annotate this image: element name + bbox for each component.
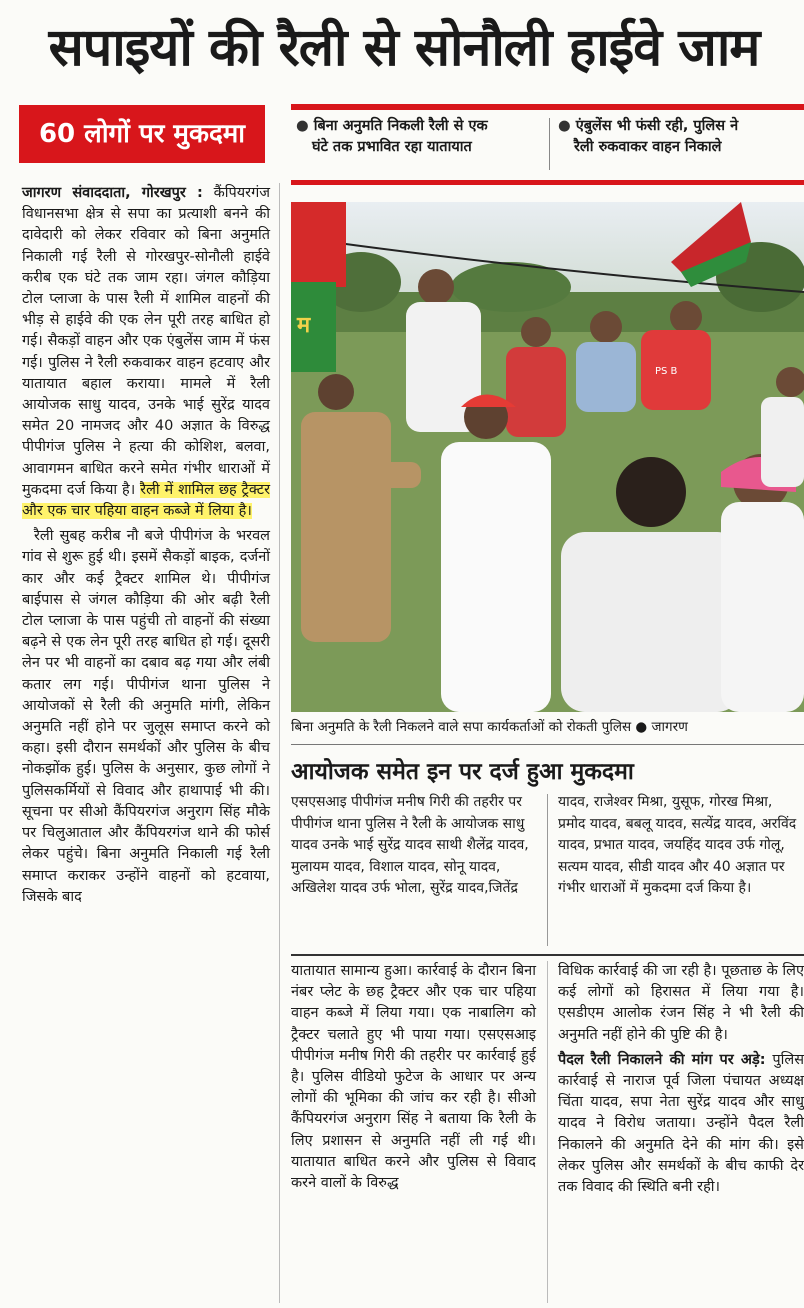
col3-lead: पैदल रैली निकालने की मांग पर अड़े:: [558, 1051, 766, 1068]
subheadline-box: 60 लोगों पर मुकदमा: [19, 105, 265, 163]
news-photo: [291, 202, 804, 712]
bullet-icon: ●: [558, 118, 571, 134]
highlighted-sentence: रैली में शामिल छह ट्रैक्टर और एक चार पहिया वाहन कब्जे में लिया है।: [22, 481, 270, 520]
bullet-icon: ●: [296, 118, 309, 134]
col1-paragraph-2: रैली सुबह करीब नौ बजे पीपीगंज के भरवल गांव से शुरू हुई थी। इसमें सैकड़ों बाइक, दर्जनों कार और कई ट्रैक्टर शामिल थे। पीपीगंज बाईपास से जंगल कौड़िया की ओर बढ़ी रैली टोल प्लाजा के पास पहुंची तो वाहनों की संख्या बढ़ने से एक लेन पूरी तरह बाधित हो गई। दूसरी लेन पर भी वाहनों का दबाव बढ़ गया और लंबी कतार लग गई। पीपीगंज थाना पुलिस ने आयोजकों से रैली की अनुमति मांगी, लेकिन अनुमति नहीं होने पर जुलूस समाप्त करने को कहा। इसी दौरान समर्थकों और पुलिस के बीच नोकझोंक हुई। पुलिस के अनुसार, कुछ लोगों ने पुलिसकर्मियों से विवाद और हाथापाई भी की। सूचना पर सीओ कैंपियरगंज अनुराग सिंह मौके पर चिलुआताल और कैंपियरगंज थाने की फोर्स लेकर पहुंचे। बिना अनुमति निकाली गई रैली समाप्त कराकर उन्होंने वाहनों को हटवाया, जिसके बाद: [22, 528, 270, 905]
highlight-1-line1: बिना अनुमति निकली रैली से एक: [313, 118, 488, 134]
col3-paragraph-1: विधिक कार्रवाई की जा रही है। पूछताछ के लिए कई लोगों को हिरासत में लिया गया है। एसडीएम आलोक रंजन सिंह ने भी रैली की अनुमति नहीं होने की पुष्टि की है।: [558, 963, 804, 1043]
photo-caption: बिना अनुमति के रैली निकलने वाले सपा कार्यकर्ताओं को रोकती पुलिस ● जागरण: [291, 719, 688, 735]
box-left-text: एसएसआइ पीपीगंज मनीष गिरी की तहरीर पर पीपीगंज थाना पुलिस ने रैली के आयोजक साधु यादव उनके भाई सुरेंद्र यादव साथी शैलेंद्र यादव, मुलायम यादव, विशाल यादव, सोनू यादव, अखिलेश यादव उर्फ भोला, सुरेंद्र यादव,जितेंद्र: [291, 794, 529, 896]
column-divider-2: [547, 961, 548, 1303]
shirt-text: PS B: [655, 366, 678, 377]
col3-paragraph-2: पुलिस कार्रवाई से नाराज पूर्व जिला पंचायत अध्यक्ष चिंता यादव, सपा नेता सुरेंद्र यादव और साधु यादव ने विरोध जताया। उन्होंने पैदल रैली निकालने की अनुमति देने की मांग की। इसे लेकर पुलिस और समर्थकों के बीच काफी देर तक विवाद की स्थिति बनी रही।: [558, 1051, 804, 1196]
top-red-rule: [291, 104, 804, 110]
headline: सपाइयों की रैली से सोनौली हाईवे जाम: [48, 18, 760, 78]
box-title: आयोजक समेत इन पर दर्ज हुआ मुकदमा: [291, 759, 634, 785]
rally-photo-illustration: [291, 202, 804, 712]
highlight-2-line1: एंबुलेंस भी फंसी रही, पुलिस ने: [575, 118, 739, 134]
article-column-1: [22, 183, 270, 908]
byline: जागरण संवाददाता, गोरखपुर :: [22, 185, 203, 201]
article-column-3: [558, 961, 804, 1198]
highlight-1: [296, 116, 541, 158]
highlight-2: [558, 116, 804, 158]
col1-paragraph-1: कैंपियरगंज विधानसभा क्षेत्र से सपा का प्रत्याशी बनने की दावेदारी को लेकर रविवार को बिना अनुमति निकाली गई रैली से गोरखपुर-सोनौली हाईवे करीब एक घंटे तक जाम रहा। जंगल कौड़िया टोल प्लाजा के पास रैली में शामिल वाहनों की भीड़ से हाईवे की एक लेन पूरी तरह बाधित हो गई। सैकड़ों वाहन और एक एंबुलेंस जाम में फंस गई। पुलिस ने रैली रुकवाकर वाहन हटवाए और यातायात बहाल कराया। मामले में रैली आयोजक साधु यादव, उनके भाई सुरेंद्र यादव समेत 20 नामजद और 40 अज्ञात के विरुद्ध पीपीगंज पुलिस ने हत्या की कोशिश, बलवा, आवागमन बाधित करने समेत गंभीर धाराओं में मुकदमा दर्ज किया है।: [22, 185, 271, 498]
flag-text: म: [297, 313, 311, 338]
caption-rule: [291, 744, 804, 745]
highlight-2-line2: रैली रुकवाकर वाहन निकाले: [574, 139, 722, 155]
box-right-text: यादव, राजेश्वर मिश्रा, युसूफ, गोरख मिश्रा, प्रमोद यादव, बबलू यादव, सत्येंद्र यादव, अरविंद यादव, प्रभात यादव, जयहिंद यादव उर्फ गोलू, सत्यम यादव, सीडी यादव और 40 अज्ञात पर गंभीर धाराओं में मुकदमा दर्ज किया है।: [558, 794, 797, 896]
box-divider: [547, 794, 548, 946]
box-bottom-rule: [291, 954, 804, 956]
bottom-red-rule: [291, 180, 804, 185]
column-divider: [279, 183, 280, 1303]
article-column-2: यातायात सामान्य हुआ। कार्रवाई के दौरान बिना नंबर प्लेट के छह ट्रैक्टर और एक चार पहिया वाहन कब्जे में लिया गया। एक नाबालिग को ट्रैक्टर चलाते हुए भी पाया गया। एसएसआइ पीपीगंज मनीष गिरी की तहरीर पर कार्रवाई हुई है। पुलिस वीडियो फुटेज के आधार पर अन्य लोगों की भूमिका की जांच कर रही है। सीओ कैंपियरगंज अनुराग सिंह ने बताया कि रैली के लिए प्रशासन से अनुमति नहीं ली गई थी। यातायात बाधित करने और पुलिस से विवाद करने वालों के विरुद्ध: [291, 963, 536, 1192]
highlight-1-line2: घंटे तक प्रभावित रहा यातायात: [312, 139, 472, 155]
highlight-divider: [549, 118, 550, 170]
